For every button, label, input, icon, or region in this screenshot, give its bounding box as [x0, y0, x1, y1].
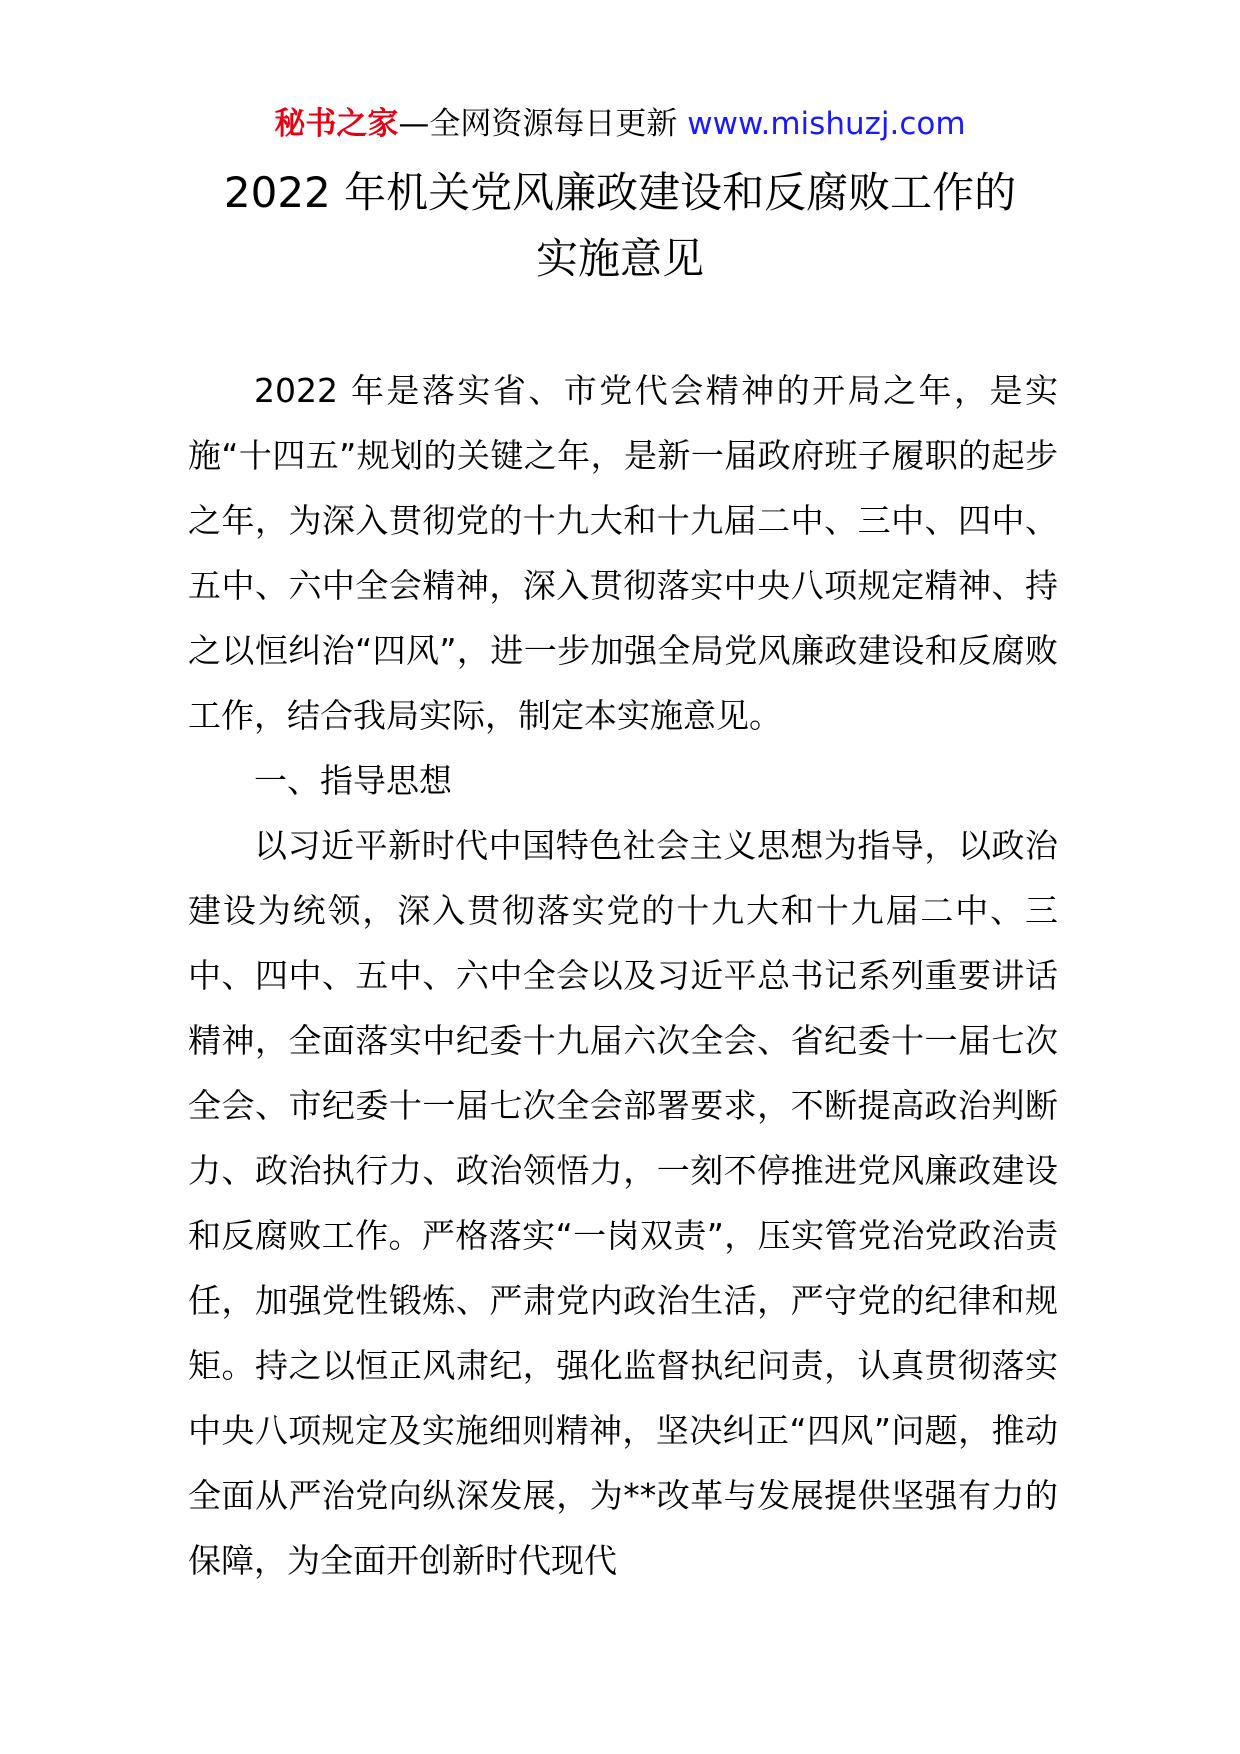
brand-name: 秘书之家 — [274, 106, 399, 142]
document-body — [188, 358, 1058, 1593]
body-paragraph-intro: 2022 年是落实省、市党代会精神的开局之年，是实施“十四五”规划的关键之年，是新一届政府班子履职的起步之年，为深入贯彻党的十九大和十九届二中、三中、四中、五中、六中全会精神，深入贯彻落实中央八项规定精神、持之以恒纠治“四风”，进一步加强全局党风廉政建设和反腐败工作，结合我局实际，制定本实施意见。 — [188, 371, 1058, 735]
section-heading-guiding-ideology: 一、指导思想 — [254, 761, 452, 800]
document-title — [150, 160, 1090, 292]
body-paragraph-guiding-ideology: 以习近平新时代中国特色社会主义思想为指导，以政治建设为统领，深入贯彻落实党的十九大和十九届二中、三中、四中、五中、六中全会以及习近平总书记系列重要讲话精神，全面落实中纪委十九届六次全会、省纪委十一届七次全会、市纪委十一届七次全会部署要求，不断提高政治判断力、政治执行力、政治领悟力，一刻不停推进党风廉政建设和反腐败工作。严格落实“一岗双责”，压实管党治党政治责任，加强党性锻炼、严肃党内政治生活，严守党的纪律和规矩。持之以恒正风肃纪，强化监督执纪问责，认真贯彻落实中央八项规定及实施细则精神，坚决纠正“四风”问题，推动全面从严治党向纵深发展，为**改革与发展提供坚强有力的保障，为全面开创新时代现代 — [188, 826, 1058, 1580]
title-line-1: 2022 年机关党风廉政建设和反腐败工作的 — [223, 168, 1017, 217]
title-line-2: 实施意见 — [535, 234, 704, 283]
header-tagline: —全网资源每日更新 — [398, 106, 688, 142]
site-url-link[interactable]: www.mishuzj.com — [687, 106, 966, 142]
site-header — [0, 104, 1240, 144]
